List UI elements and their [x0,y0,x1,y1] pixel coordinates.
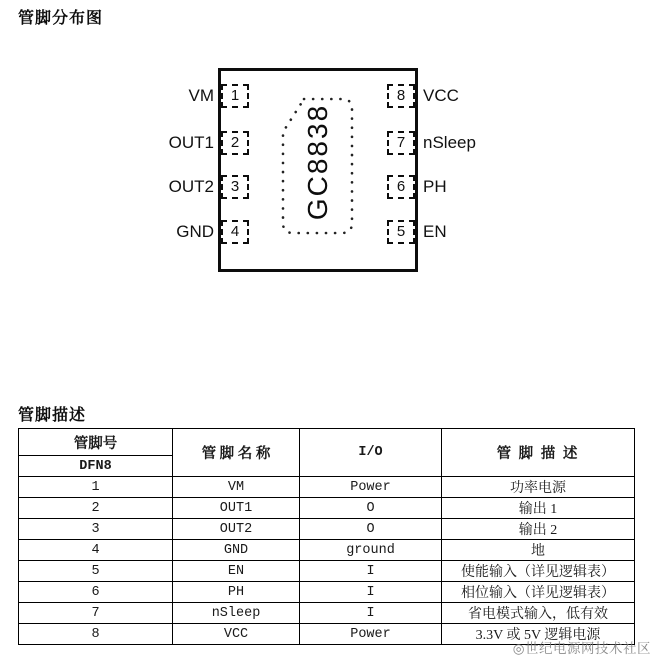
header-pin-name: 管 脚 名 称 [173,429,300,477]
cell-desc: 相位输入（详见逻辑表） [442,582,635,603]
cell-desc: 3.3V 或 5V 逻辑电源 [442,624,635,645]
cell-pin-name: EN [173,561,300,582]
cell-pin-name: nSleep [173,603,300,624]
pin-label-en: EN [423,222,447,241]
pin-3-box: 3 [221,175,249,199]
pin-label-gnd: GND [176,222,214,241]
header-package-dfn8: DFN8 [19,456,173,477]
pin-description-table [18,428,635,645]
cell-pin-name: OUT1 [173,498,300,519]
pin-5-box: 5 [387,220,415,244]
table-row [19,498,635,519]
cell-pin-no: 5 [19,561,173,582]
chip-part-number: GC8838 [302,103,333,221]
pin-description-title: 管脚描述 [18,407,87,424]
cell-io: I [300,603,442,624]
cell-desc: 省电模式输入，低有效 [442,603,635,624]
cell-io: I [300,561,442,582]
pin-diagram-title: 管脚分布图 [18,10,104,27]
cell-io: I [300,582,442,603]
cell-pin-no: 6 [19,582,173,603]
cell-pin-no: 4 [19,540,173,561]
cell-io: O [300,519,442,540]
cell-pin-no: 8 [19,624,173,645]
cell-desc: 地 [442,540,635,561]
cell-pin-name: VM [173,477,300,498]
cell-pin-no: 1 [19,477,173,498]
pin-6-box: 6 [387,175,415,199]
table-row [19,561,635,582]
cell-pin-name: OUT2 [173,519,300,540]
header-pin-desc: 管 脚 描 述 [442,429,635,477]
pin-label-out1: OUT1 [168,133,214,152]
cell-pin-name: GND [173,540,300,561]
cell-io: O [300,498,442,519]
cell-pin-name: PH [173,582,300,603]
pin-7-box: 7 [387,131,415,155]
pin-2-box: 2 [221,131,249,155]
pin-4-box: 4 [221,220,249,244]
cell-desc: 使能输入（详见逻辑表） [442,561,635,582]
pin-label-ph: PH [423,177,447,196]
cell-pin-no: 3 [19,519,173,540]
pin-label-nsleep: nSleep [423,133,476,152]
pin-1-box: 1 [221,84,249,108]
cell-io: ground [300,540,442,561]
table-header-row-1 [19,429,635,456]
cell-io: Power [300,477,442,498]
pin-label-vm: VM [188,86,214,105]
site-watermark: ◎世纪电源网技术社区 [512,641,651,656]
table-row [19,519,635,540]
table-row [19,624,635,645]
header-io: I/O [300,429,442,477]
header-pin-number: 管脚号 [19,429,173,456]
cell-pin-name: VCC [173,624,300,645]
table-row [19,540,635,561]
table-row [19,477,635,498]
cell-desc: 输出 2 [442,519,635,540]
table-row [19,582,635,603]
table-row [19,603,635,624]
cell-desc: 功率电源 [442,477,635,498]
pin-label-vcc: VCC [423,86,459,105]
cell-io: Power [300,624,442,645]
cell-pin-no: 2 [19,498,173,519]
pin-8-box: 8 [387,84,415,108]
cell-desc: 输出 1 [442,498,635,519]
cell-pin-no: 7 [19,603,173,624]
pin-label-out2: OUT2 [168,177,214,196]
